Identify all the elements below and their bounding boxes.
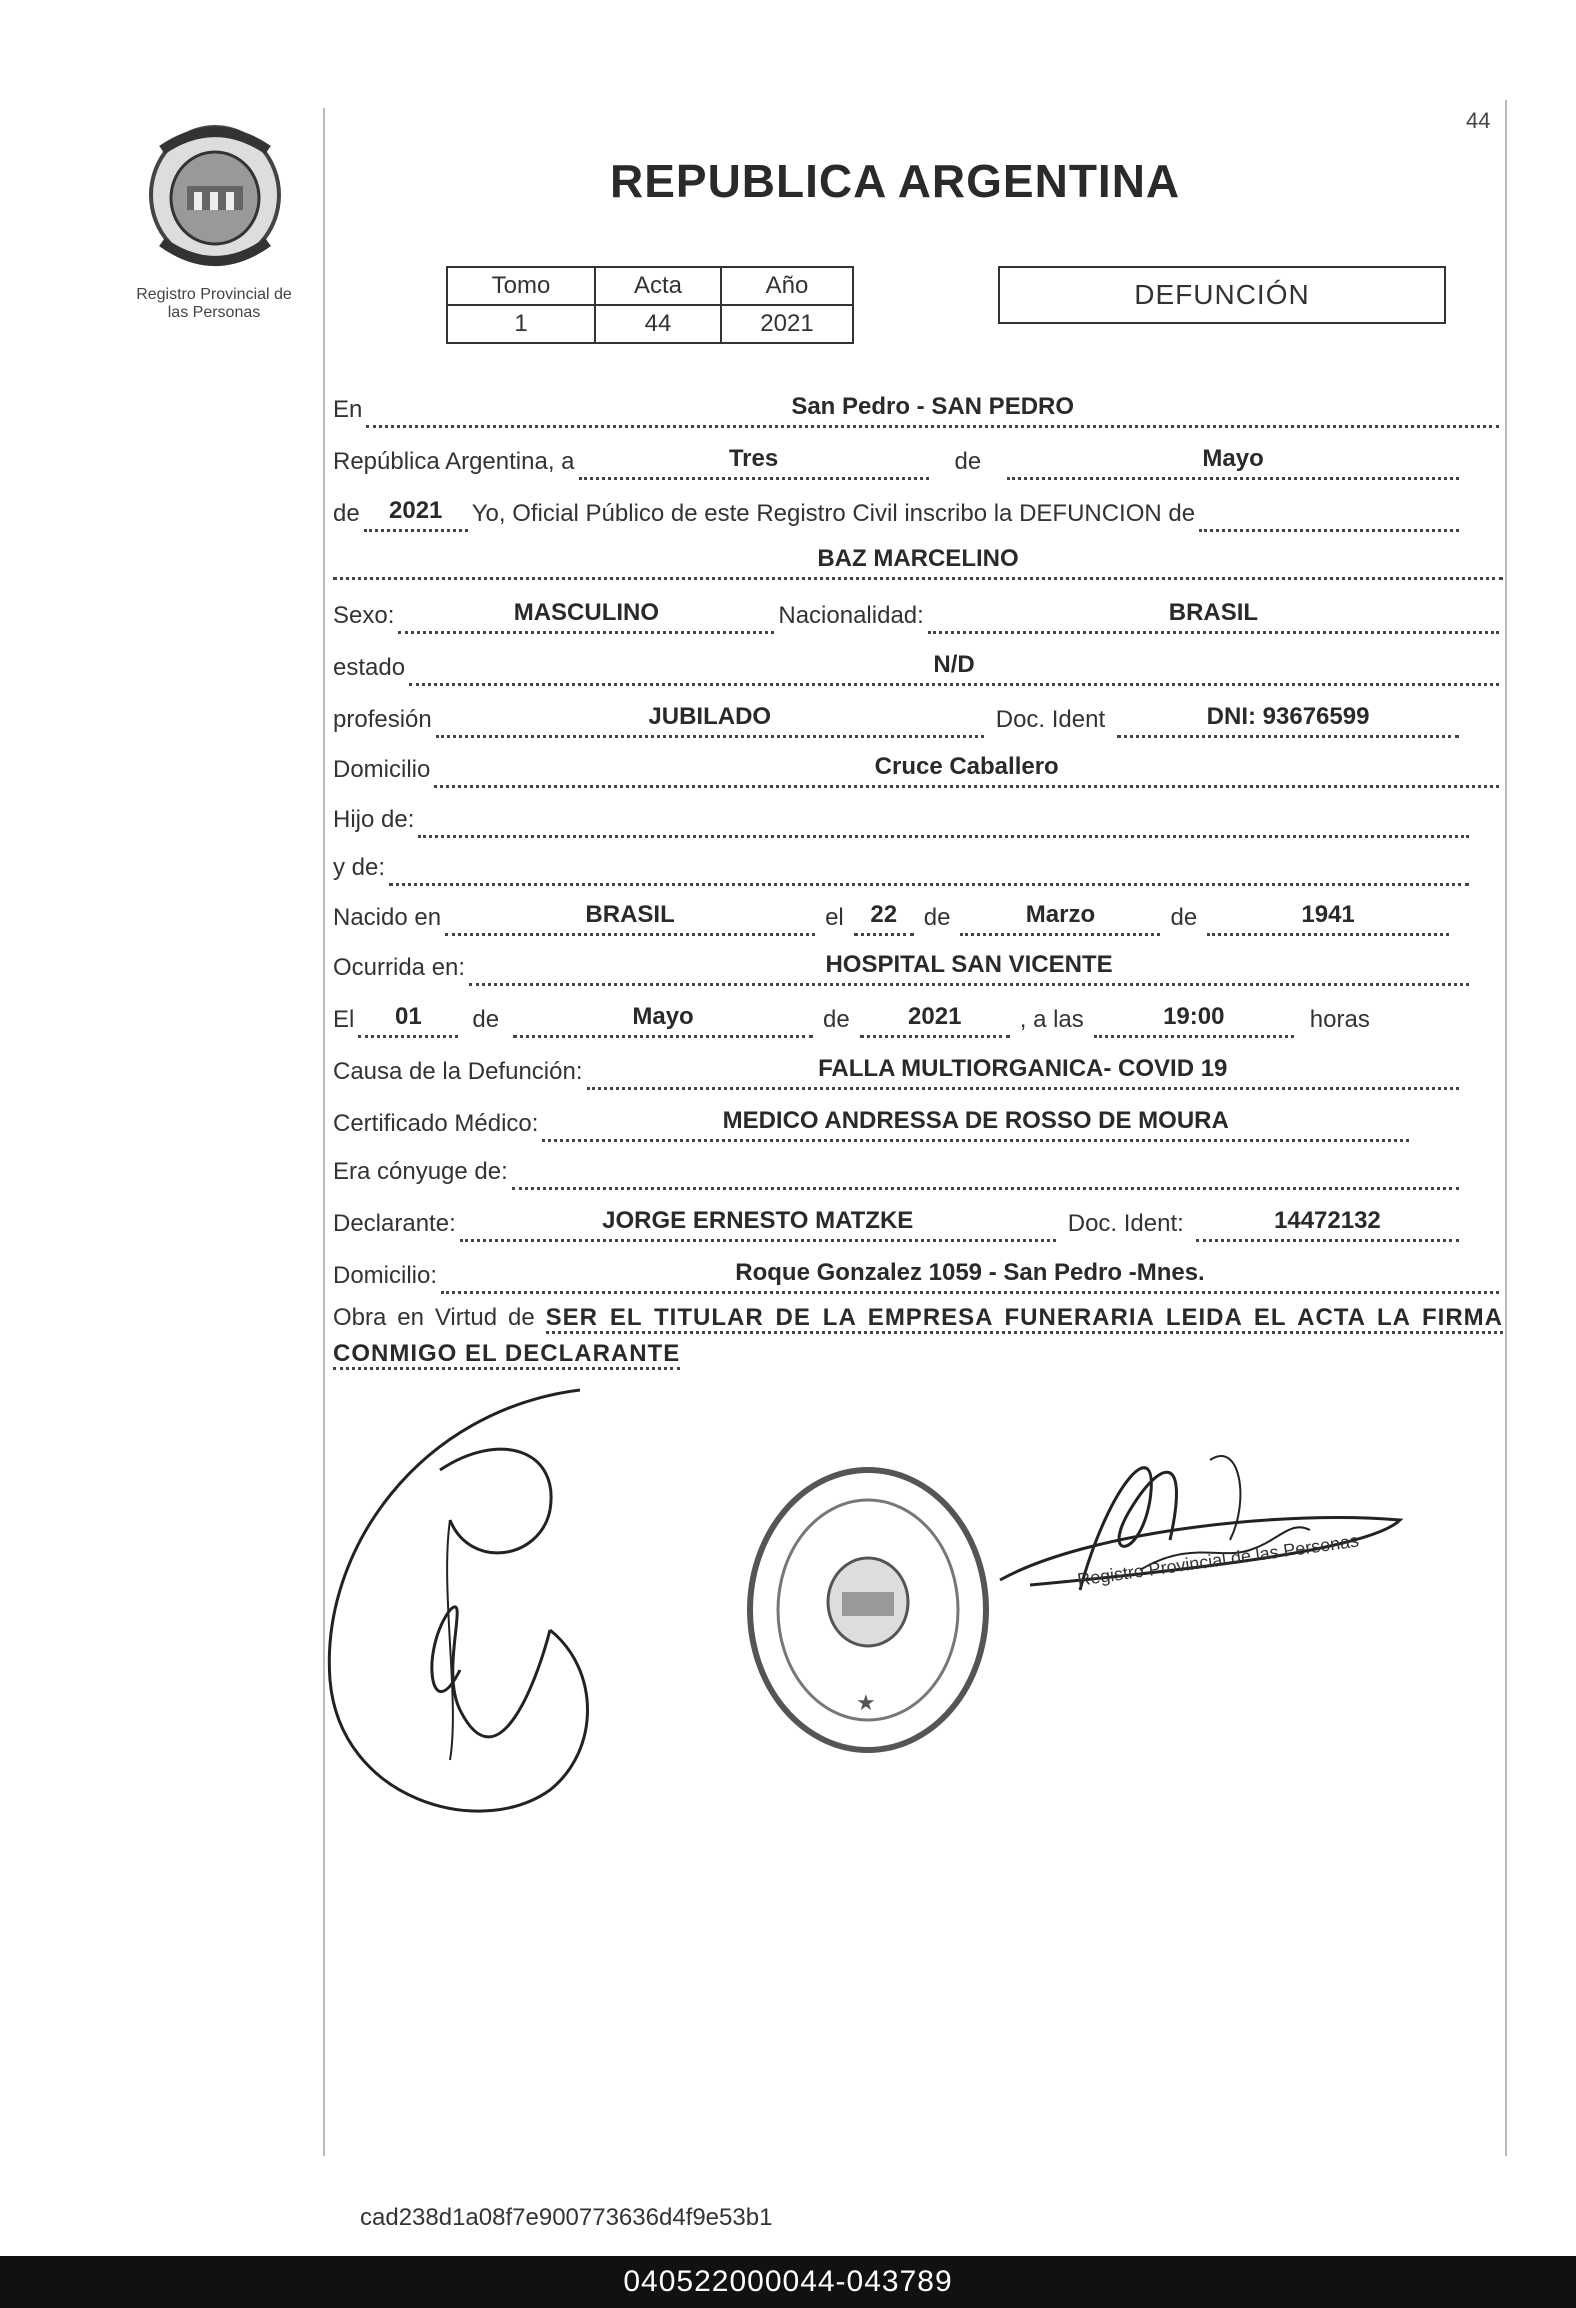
value-yde — [389, 851, 1469, 886]
right-margin-line — [1505, 100, 1507, 2156]
value-profesion: JUBILADO — [436, 703, 984, 738]
value-birthplace: BRASIL — [445, 901, 815, 936]
value-birth-year: 1941 — [1207, 901, 1449, 936]
row-domicilio2 — [333, 1254, 1503, 1294]
label-domicilio2: Domicilio: — [333, 1262, 438, 1289]
row-conyuge — [333, 1150, 1463, 1190]
value-yo-trailing — [1199, 497, 1459, 532]
row-republica — [333, 440, 1463, 480]
row-nacido — [333, 896, 1453, 936]
row-name — [333, 540, 1503, 580]
left-margin-line — [323, 108, 325, 2156]
label-de2: de — [333, 500, 360, 527]
label-de6: de — [823, 1006, 850, 1033]
value-certificado: MEDICO ANDRESSA DE ROSSO DE MOURA — [542, 1107, 1409, 1142]
value-place: San Pedro - SAN PEDRO — [366, 393, 1499, 428]
value-doc2: 14472132 — [1196, 1207, 1459, 1242]
label-nacionalidad: Nacionalidad: — [778, 602, 924, 629]
label-de4: de — [1170, 904, 1198, 931]
value-doc-ident: DNI: 93676599 — [1117, 703, 1459, 738]
label-causa: Causa de la Defunción: — [333, 1058, 583, 1085]
registry-stamp — [738, 1460, 998, 1760]
value-nacionalidad: BRASIL — [928, 599, 1499, 634]
row-certificado — [333, 1102, 1413, 1142]
record-index-table — [446, 266, 854, 344]
label-hijo: Hijo de: — [333, 806, 415, 833]
row-declarante — [333, 1202, 1463, 1242]
value-acta: 44 — [595, 305, 721, 343]
row-hijo — [333, 798, 1473, 838]
document-hash: cad238d1a08f7e900773636d4f9e53b1 — [360, 2204, 773, 2231]
value-day: Tres — [579, 445, 929, 480]
label-horas: horas — [1309, 1006, 1370, 1033]
province-seal-logo — [142, 120, 288, 270]
label-declarante: Declarante: — [333, 1210, 456, 1237]
label-domicilio: Domicilio — [333, 756, 431, 783]
label-nacido: Nacido en — [333, 904, 442, 931]
label-doc-ident: Doc. Ident — [995, 706, 1106, 733]
value-domicilio: Cruce Caballero — [434, 753, 1499, 788]
row-en — [333, 388, 1503, 428]
value-birth-day: 22 — [854, 901, 914, 936]
value-tomo: 1 — [447, 305, 595, 343]
declarant-signature — [300, 1370, 630, 1830]
page-number: 44 — [1466, 108, 1491, 133]
label-obra: Obra en Virtud de — [333, 1304, 535, 1331]
value-deceased-name: BAZ MARCELINO — [333, 545, 1503, 580]
row-sexo — [333, 594, 1503, 634]
value-birth-month: Marzo — [960, 901, 1160, 936]
label-yo-text: Yo, Oficial Público de este Registro Civil inscribo la DEFUNCION de — [471, 500, 1196, 527]
value-month: Mayo — [1007, 445, 1459, 480]
value-death-year: 2021 — [860, 1003, 1010, 1038]
label-el: el — [825, 904, 844, 931]
label-de3: de — [923, 904, 951, 931]
document-title: REPUBLICA ARGENTINA — [610, 155, 1181, 207]
value-hijo — [418, 803, 1469, 838]
official-stamp-role: Registro Provincial de las Personas — [1076, 1530, 1361, 1590]
value-declarante: JORGE ERNESTO MATZKE — [460, 1207, 1056, 1242]
label-en: En — [333, 396, 363, 423]
label-estado: estado — [333, 654, 406, 681]
value-death-day: 01 — [358, 1003, 458, 1038]
value-estado: N/D — [409, 651, 1499, 686]
registry-caption — [114, 286, 314, 322]
value-causa: FALLA MULTIORGANICA- COVID 19 — [587, 1055, 1460, 1090]
value-conyuge — [512, 1155, 1459, 1190]
row-yde — [333, 846, 1473, 886]
label-de: de — [954, 448, 982, 475]
label-certificado: Certificado Médico: — [333, 1110, 539, 1137]
label-doc2: Doc. Ident: — [1067, 1210, 1184, 1237]
value-death-month: Mayo — [513, 1003, 813, 1038]
row-causa — [333, 1050, 1463, 1090]
label-alas: , a las — [1019, 1006, 1084, 1033]
value-ocurrida: HOSPITAL SAN VICENTE — [469, 951, 1469, 986]
row-profesion — [333, 698, 1463, 738]
registry-caption-line2: las Personas — [167, 304, 261, 321]
row-death-date — [333, 998, 1503, 1038]
label-sexo: Sexo: — [333, 602, 395, 629]
value-obra: SER EL TITULAR DE LA EMPRESA FUNERARIA LEIDA EL ACTA LA FIRMA CONMIGO EL DECLARANTE — [333, 1304, 1503, 1370]
row-estado — [333, 646, 1503, 686]
label-de5: de — [472, 1006, 500, 1033]
header-tomo: Tomo — [447, 267, 595, 305]
row-obra — [333, 1300, 1503, 1372]
label-profesion: profesión — [333, 706, 432, 733]
value-year: 2021 — [364, 497, 468, 532]
value-sexo: MASCULINO — [398, 599, 774, 634]
label-yde: y de: — [333, 854, 386, 881]
header-anio: Año — [721, 267, 853, 305]
header-acta: Acta — [595, 267, 721, 305]
record-table-value-row — [447, 305, 853, 343]
record-type-box: DEFUNCIÓN — [998, 266, 1446, 324]
label-ocurrida: Ocurrida en: — [333, 954, 466, 981]
value-domicilio2: Roque Gonzalez 1059 - San Pedro -Mnes. — [441, 1259, 1499, 1294]
label-conyuge: Era cónyuge de: — [333, 1158, 508, 1185]
value-death-time: 19:00 — [1094, 1003, 1294, 1038]
registry-caption-line1: Registro Provincial de — [136, 286, 292, 303]
barcode-strip: 040522000044-043789 — [0, 2256, 1576, 2308]
value-anio: 2021 — [721, 305, 853, 343]
record-table-header-row — [447, 267, 853, 305]
svg-text:★: ★ — [856, 1690, 876, 1715]
row-ocurrida — [333, 946, 1473, 986]
label-el2: El — [333, 1006, 355, 1033]
label-republica: República Argentina, a — [333, 448, 575, 475]
row-yo — [333, 492, 1463, 532]
row-domicilio — [333, 748, 1503, 788]
